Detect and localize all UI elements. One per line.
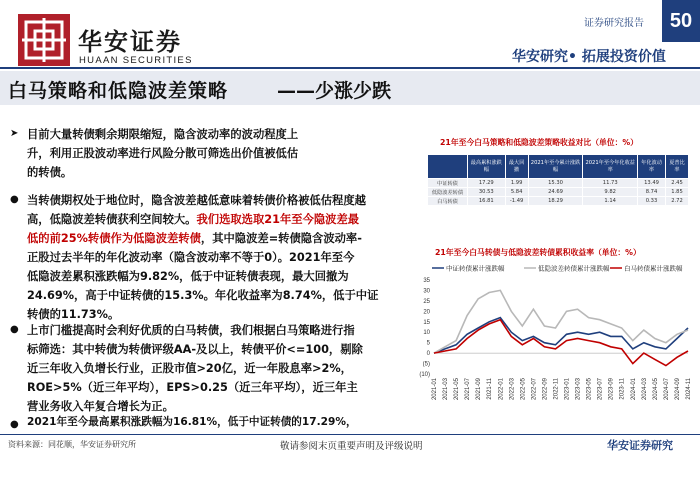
x-tick-label: 2022-11 bbox=[553, 378, 560, 400]
table-header-cell: 最大回撤 bbox=[505, 155, 528, 179]
table-title: 21年至今白马策略和低隐波差策略收益对比（单位：%） bbox=[440, 138, 638, 147]
table-header-cell: 年化波动率 bbox=[638, 155, 666, 179]
logo-english-name: HUAAN SECURITIES bbox=[79, 55, 193, 66]
footer-source: 资料来源：同花顺，华安证券研究所 bbox=[8, 440, 136, 449]
x-tick-label: 2023-03 bbox=[575, 378, 582, 401]
table-cell: -1.49 bbox=[505, 197, 528, 206]
footer-disclaimer: 敬请参阅末页重要声明及评级说明 bbox=[280, 441, 423, 452]
legend-label: 中证转债累计涨跌幅 bbox=[446, 264, 505, 273]
row-name: 低隐波差转债 bbox=[428, 188, 468, 197]
y-tick-label: 25 bbox=[423, 298, 430, 305]
y-tick-label: 5 bbox=[426, 340, 430, 347]
x-tick-label: 2024-07 bbox=[663, 378, 670, 401]
series-line bbox=[434, 290, 688, 353]
x-tick-label: 2021-11 bbox=[487, 378, 494, 400]
y-tick-label: (10) bbox=[419, 372, 430, 378]
table-cell: 5.84 bbox=[505, 188, 528, 197]
table-cell: 16.81 bbox=[468, 197, 506, 206]
chart-legend bbox=[432, 264, 683, 273]
header-divider bbox=[0, 67, 700, 69]
x-tick-label: 2021-01 bbox=[432, 378, 438, 401]
x-tick-label: 2024-01 bbox=[630, 378, 637, 401]
arrow-line-3: 的转债。 bbox=[27, 166, 73, 179]
table-cell: 30.53 bbox=[468, 188, 506, 197]
table-cell: 2.72 bbox=[666, 197, 689, 206]
arrow-bullet-icon: ➤ bbox=[10, 128, 19, 139]
table-cell: 1.99 bbox=[505, 179, 528, 188]
y-tick-label: 30 bbox=[423, 288, 430, 295]
bullet2-line-4: ROE>5%（近三年平均），EPS>0.25（近三年平均），近三年主 bbox=[27, 381, 358, 394]
x-tick-label: 2024-11 bbox=[686, 378, 692, 400]
x-tick-label: 2023-01 bbox=[564, 378, 571, 401]
arrow-line-1: 目前大量转债剩余期限缩短，隐含波动率的波动程度上 bbox=[27, 128, 299, 141]
table-cell: 9.82 bbox=[583, 188, 638, 197]
y-tick-label: (5) bbox=[422, 361, 430, 368]
x-tick-label: 2024-03 bbox=[641, 378, 648, 401]
legend-label: 白马转债累计涨跌幅 bbox=[624, 264, 683, 273]
bullet3-line-1: 2021年至今最高累积涨跌幅为16.81%，低于中证转债的17.29%， bbox=[27, 416, 357, 428]
table-header-cell: 2021年至今累计涨跌幅 bbox=[528, 155, 583, 179]
x-tick-label: 2024-05 bbox=[652, 378, 659, 401]
bullet1-line-2: 高，低隐波差转债获利空间较大。我们选取选取21年至今隐波差最 bbox=[27, 213, 360, 226]
x-tick-label: 2023-05 bbox=[586, 378, 593, 401]
chart-title: 21年至今白马转债与低隐波差转债累积收益率（单位：%） bbox=[435, 248, 641, 257]
table-cell: 1.85 bbox=[666, 188, 689, 197]
x-tick-label: 2024-09 bbox=[674, 378, 681, 401]
table-header-row bbox=[428, 155, 689, 179]
x-tick-label: 2021-09 bbox=[476, 378, 483, 401]
x-tick-label: 2022-09 bbox=[542, 378, 549, 401]
bullet1-line-5: 低隐波差累积涨跌幅为9.82%，低于中证转债表现，最大回撤为 bbox=[27, 270, 349, 283]
x-tick-label: 2023-09 bbox=[608, 378, 615, 401]
legend-label: 低隐波差转债累计涨跌幅 bbox=[538, 264, 610, 273]
bullet2-line-1: 上市门槛提高时会利好优质的白马转债，我们根据白马策略进行指 bbox=[27, 324, 355, 337]
table-row bbox=[428, 197, 689, 206]
page-title: 白马策略和低隐波差策略 bbox=[8, 80, 229, 102]
x-axis bbox=[432, 377, 692, 400]
page-number: 50 bbox=[662, 0, 700, 42]
y-tick-label: 20 bbox=[423, 309, 430, 316]
table-header-cell: 2021年至今年化收益率 bbox=[583, 155, 638, 179]
bullet2-line-2: 标筛选：其中转债为转债评级AA-及以上，转债平价<=100，剔除 bbox=[27, 343, 363, 356]
table-cell: 0.33 bbox=[638, 197, 666, 206]
chart-lines bbox=[434, 290, 688, 365]
table-cell: 2.45 bbox=[666, 179, 689, 188]
bullet-dot-icon: ● bbox=[10, 419, 19, 430]
bullet2-line-5: 营业务收入年复合增长为正。 bbox=[27, 400, 174, 413]
x-tick-label: 2021-05 bbox=[454, 378, 461, 401]
table-cell: 11.73 bbox=[583, 179, 638, 188]
footer-divider bbox=[0, 434, 700, 435]
table-cell: 15.30 bbox=[528, 179, 583, 188]
bullet-dot-icon: ● bbox=[10, 324, 19, 335]
table-header-cell: 最高累积涨跌幅 bbox=[468, 155, 506, 179]
y-tick-label: 10 bbox=[423, 330, 430, 337]
table-header-cell: 夏普比率 bbox=[666, 155, 689, 179]
y-tick-label: 35 bbox=[423, 278, 430, 284]
x-tick-label: 2022-05 bbox=[520, 378, 527, 401]
table-row bbox=[428, 188, 689, 197]
table-cell: 13.49 bbox=[638, 179, 666, 188]
x-tick-label: 2021-07 bbox=[465, 378, 472, 401]
row-name: 白马转债 bbox=[428, 197, 468, 206]
bullet1-line-1: 当转债期权处于地位时，隐含波差越低意味着转债价格被低估程度越 bbox=[27, 194, 366, 207]
x-tick-label: 2022-07 bbox=[531, 378, 538, 401]
company-logo bbox=[18, 14, 70, 66]
x-tick-label: 2022-03 bbox=[509, 378, 516, 401]
table-cell: 24.69 bbox=[528, 188, 583, 197]
table-cell: 17.29 bbox=[468, 179, 506, 188]
x-tick-label: 2022-01 bbox=[498, 378, 505, 401]
footer-brand: 华安证券研究 bbox=[607, 439, 673, 452]
bullet1-line-6: 24.69%，高于中证转债的15.3%。年化收益率为8.74%，低于中证 bbox=[27, 289, 379, 302]
line-chart bbox=[412, 262, 694, 432]
table-cell: 1.14 bbox=[583, 197, 638, 206]
bullet2-line-3: 近三年收入负增长行业，正股市值>20亿，近一年股息率>2%， bbox=[27, 362, 352, 375]
x-tick-label: 2023-11 bbox=[619, 378, 626, 400]
table-cell: 18.29 bbox=[528, 197, 583, 206]
y-tick-label: 0 bbox=[426, 351, 430, 358]
page-title-suffix: ——少涨少跌 bbox=[277, 80, 392, 102]
performance-table bbox=[427, 154, 689, 206]
bullet-dot-icon: ● bbox=[10, 194, 19, 205]
logo-chinese-name: 华安证券 bbox=[78, 27, 182, 56]
table-cell: 8.74 bbox=[638, 188, 666, 197]
tagline: 华安研究• 拓展投资价值 bbox=[512, 49, 666, 65]
series-line bbox=[434, 320, 688, 366]
arrow-line-2: 升，利用正股波动率进行风险分散可筛选出价值被低估 bbox=[27, 147, 299, 160]
section-label: 证券研究报告 bbox=[584, 18, 644, 29]
table-header-cell bbox=[428, 155, 468, 179]
bullet1-line-7: 转债的11.73%。 bbox=[27, 308, 120, 321]
bullet1-line-3: 低的前25%转债作为低隐波差转债，其中隐波差=转债隐含波动率- bbox=[27, 232, 362, 245]
y-tick-label: 15 bbox=[423, 319, 430, 326]
x-tick-label: 2021-03 bbox=[443, 378, 450, 401]
bullet1-line-4: 正股过去半年的年化波动率（隐含波动率不等于0）。2021年至今 bbox=[27, 251, 355, 264]
x-tick-label: 2023-07 bbox=[597, 378, 604, 401]
row-name: 中证转债 bbox=[428, 179, 468, 188]
table-row bbox=[428, 179, 689, 188]
